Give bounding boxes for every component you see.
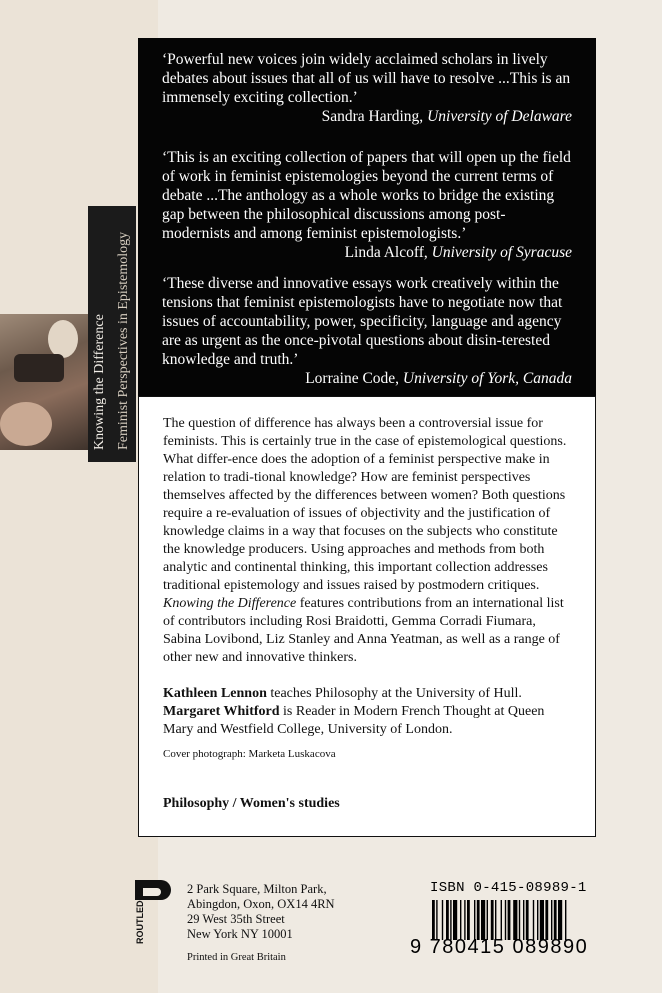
review-quotes-panel (138, 38, 596, 396)
barcode-bar (505, 900, 506, 940)
photo-face-shape (48, 320, 78, 358)
contributors-text: features contributions from an international list of contributors including Rosi Braidotti, Gemma Corradi Fiumara, Sabina Lovibond, Liz Stanley and Anna Yeatman, as well as a range of other new and innovative thinkers. (163, 596, 564, 665)
review-quote-3 (162, 274, 572, 388)
subject-category: Philosophy / Women's studies (163, 796, 340, 811)
barcode-bar (537, 900, 538, 940)
ean-number: 9 780415 089890 (410, 936, 589, 958)
description-panel (138, 396, 596, 837)
editors-paragraph (163, 685, 573, 739)
photo-chessboard-shape (14, 354, 64, 382)
barcode-bar (554, 900, 557, 940)
barcode-bar (481, 900, 485, 940)
quote-attribution (162, 243, 572, 262)
barcode-bar (453, 900, 457, 940)
quote-affiliation: University of York, Canada (402, 370, 572, 387)
publisher-logo-text: ROUTLEDGE (135, 887, 145, 944)
barcode-bar (432, 900, 435, 940)
barcode-bar (551, 900, 552, 940)
barcode-bar (540, 900, 544, 940)
barcode-bar (558, 900, 562, 940)
quote-text: ‘Powerful new voices join widely acclaimed scholars in lively debates about issues that all of us will have to resolve ...This is an immensely exciting collection.’ (162, 51, 571, 106)
barcode-bar (545, 900, 548, 940)
printed-in-note: Printed in Great Britain (187, 952, 286, 963)
editor-name: Margaret Whitford (163, 704, 280, 719)
review-quote-1 (162, 50, 572, 126)
quote-author: Linda Alcoff, (344, 244, 432, 261)
address-line: New York NY 10001 (187, 927, 293, 941)
editor-bio: is Reader in Modern French Thought at Queen Mary and Westfield College, University of London. (163, 704, 545, 737)
barcode-bar (565, 900, 566, 940)
address-line: 2 Park Square, Milton Park, (187, 882, 327, 896)
spine-band (88, 206, 136, 462)
barcode-bar (495, 900, 496, 940)
quote-author: Lorraine Code, (305, 370, 403, 387)
isbn-label: ISBN 0-415-08989-1 (430, 880, 587, 896)
barcode-bar (442, 900, 443, 940)
review-quote-2 (162, 148, 572, 262)
quote-author: Sandra Harding, (321, 108, 428, 125)
photo-credit: Cover photograph: Marketa Luskacova (163, 748, 336, 760)
spine-subtitle: Feminist Perspectives in Epistemology (116, 231, 131, 450)
address-line: 29 West 35th Street (187, 912, 285, 926)
description-paragraph: The question of difference has always been a controversial issue for feminists. This is certainly true in the case of epistemological questions. What differ-ence does the adoption of a feminist perspective make in relation to tradi-tional knowledge? How are feminist perspectives themselves affected by the differences between women? Both questions require a re-evaluation of issues of objectivity and the justification of knowledge claims in a way that focuses on the subjects who constitute the knowledge producers. Using approaches and methods from both analytic and continental thinking, this important collection addresses traditional epistemology and issues raised by postmodern critiques. (163, 416, 567, 593)
left-paper-strip (0, 0, 158, 993)
barcode-bar (513, 900, 517, 940)
barcode-bar (533, 900, 534, 940)
barcode-bar (460, 900, 461, 940)
book-title-italic: Knowing the Difference (163, 596, 297, 611)
barcode-bar (464, 900, 465, 940)
barcode-bar (436, 900, 437, 940)
quote-attribution (162, 369, 572, 388)
barcode-bar (519, 900, 520, 940)
barcode-bar (450, 900, 451, 940)
barcode-bar (477, 900, 480, 940)
address-line: Abingdon, Oxon, OX14 4RN (187, 897, 335, 911)
barcode-bar (508, 900, 511, 940)
quote-affiliation: University of Syracuse (431, 244, 572, 261)
routledge-logo (133, 880, 173, 946)
barcode-bar (526, 900, 529, 940)
barcode-bar (467, 900, 470, 940)
editor-bio: teaches Philosophy at the University of Hull. (266, 686, 522, 701)
spine-title: Knowing the Difference (92, 314, 107, 450)
quote-text: ‘These diverse and innovative essays work creatively within the tensions that feminist epistemologists have to negotiate now that issues of accountability, power, specificity, language and agency are as urgent as the once-pivotal questions about disin-terested knowledge and truth.’ (162, 275, 563, 368)
barcode-bar (474, 900, 475, 940)
barcode-bar (523, 900, 524, 940)
barcode-bar (487, 900, 488, 940)
barcode-bar (491, 900, 494, 940)
quote-affiliation: University of Delaware (427, 108, 572, 125)
barcode (430, 900, 640, 940)
photo-figure-shape (0, 402, 52, 446)
cover-photograph (0, 314, 88, 450)
editor-name: Kathleen Lennon (163, 686, 267, 701)
publisher-address (187, 882, 335, 942)
barcode-bar (501, 900, 502, 940)
contributors-paragraph (163, 595, 573, 667)
quote-text: ‘This is an exciting collection of papers that will open up the field of work in feminist epistemologies beyond the current terms of debate ...The anthology as a whole works to bridge the existing gap between the philosophical discussions among post-modernists and among feminist epistemologists.’ (162, 149, 571, 242)
quote-attribution (162, 107, 572, 126)
barcode-bar (446, 900, 449, 940)
